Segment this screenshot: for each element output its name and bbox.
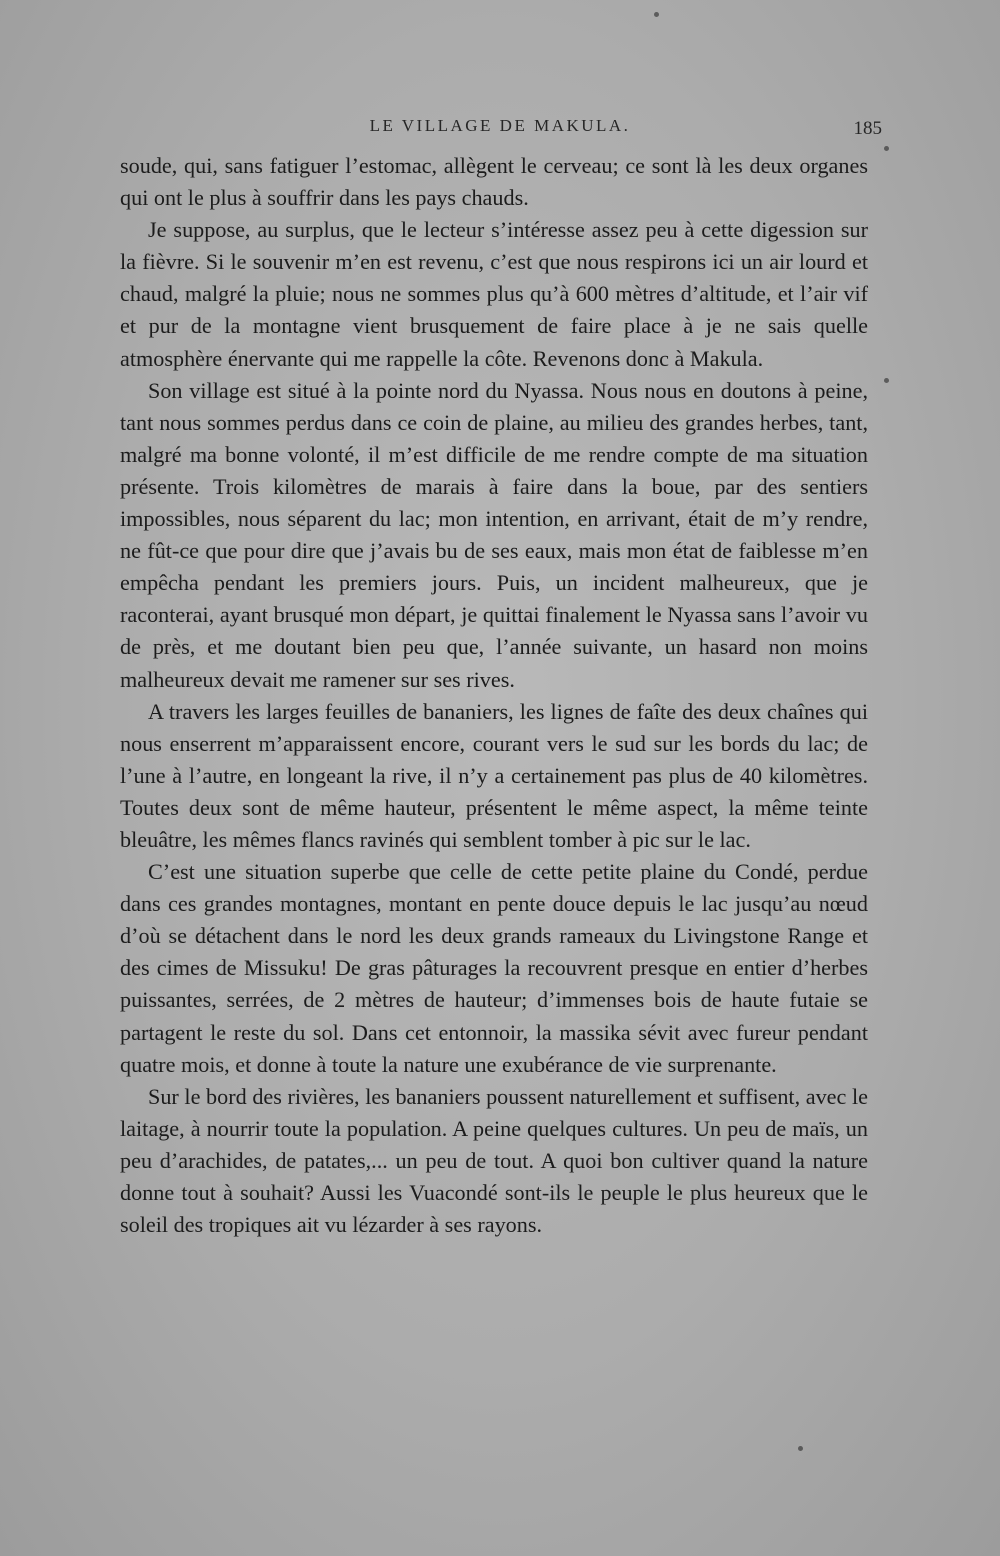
paper-speck [654, 12, 659, 17]
paper-speck [798, 1446, 803, 1451]
running-head [120, 116, 880, 144]
running-title: LE VILLAGE DE MAKULA. [369, 116, 631, 135]
paragraph: Je suppose, au surplus, que le lecteur s’intéresse assez peu à cette digession sur la fièvre. Si le souvenir m’en est revenu, c’est que nous respirons ici un air lourd et chaud, malgré la pluie; nous ne sommes plus qu’à 600 mètres d’altitude, et l’air vif et pur de la montagne vient brusquement de faire place à je ne sais quelle atmosphère énervante qui me rappelle la côte. Revenons donc à Makula. [120, 217, 868, 371]
paragraph-continued: soude, qui, sans fatiguer l’estomac, allègent le cerveau; ce sont là les deux organes qui ont le plus à souffrir dans les pays chauds. [120, 153, 868, 211]
paragraph: Sur le bord des rivières, les bananiers poussent naturellement et suffisent, avec le laitage, à nourrir toute la population. A peine quelques cultures. Un peu de maïs, un peu d’arachides, de patates,... un peu de tout. A quoi bon cultiver quand la nature donne tout à souhait? Aussi les Vuacondé sont-ils le peuple le plus heureux que le soleil des tropiques ait vu lézarder à ses rayons. [120, 1083, 868, 1238]
page-number: 185 [853, 118, 882, 139]
paper-speck [884, 146, 889, 151]
paragraph: A travers les larges feuilles de bananiers, les lignes de faîte des deux chaînes qui nous enserrent m’apparaissent encore, courant vers le sud sur les bords du lac; de l’une à l’autre, en longeant la rive, il n’y a certainement pas plus de 40 kilomètres. Toutes deux sont de même hauteur, présentent le même aspect, la même teinte bleuâtre, les mêmes flancs ravinés qui semblent tomber à pic sur le lac. [120, 698, 868, 852]
paragraph: C’est une situation superbe que celle de cette petite plaine du Condé, perdue dans ces grandes montagnes, montant en pente douce depuis le lac jusqu’au nœud d’où se détachent dans le nord les deux grands rameaux du Livingstone Range et des cimes de Missuku! De gras pâturages la recouvrent presque en entier d’herbes puissantes, serrées, de 2 mètres de hauteur; d’immenses bois de haute futaie se partagent le reste du sol. Dans cet entonnoir, la massika sévit avec fureur pendant quatre mois, et donne à toute la nature une exubérance de vie surprenante. [120, 859, 868, 1077]
paragraph: Son village est situé à la pointe nord du Nyassa. Nous nous en doutons à peine, tant nous sommes perdus dans ce coin de plaine, au milieu des grandes herbes, tant, malgré ma bonne volonté, il m’est difficile de me rendre compte de ma situation présente. Trois kilomètres de marais à faire dans la boue, par des sentiers impossibles, nous séparent du lac; mon intention, en arrivant, était de m’y rendre, ne fût-ce que pour dire que j’avais bu de ses eaux, mais mon état de faiblesse m’en empêcha pendant les premiers jours. Puis, un incident malheureux, que je raconterai, ayant brusqué mon départ, je quittai finalement le Nyassa sans l’avoir vu de près, et me doutant bien peu que, l’année suivante, un hasard non moins malheureux devait me ramener sur ses rives. [120, 377, 868, 692]
body-text [120, 150, 868, 1241]
paper-speck [884, 378, 889, 383]
